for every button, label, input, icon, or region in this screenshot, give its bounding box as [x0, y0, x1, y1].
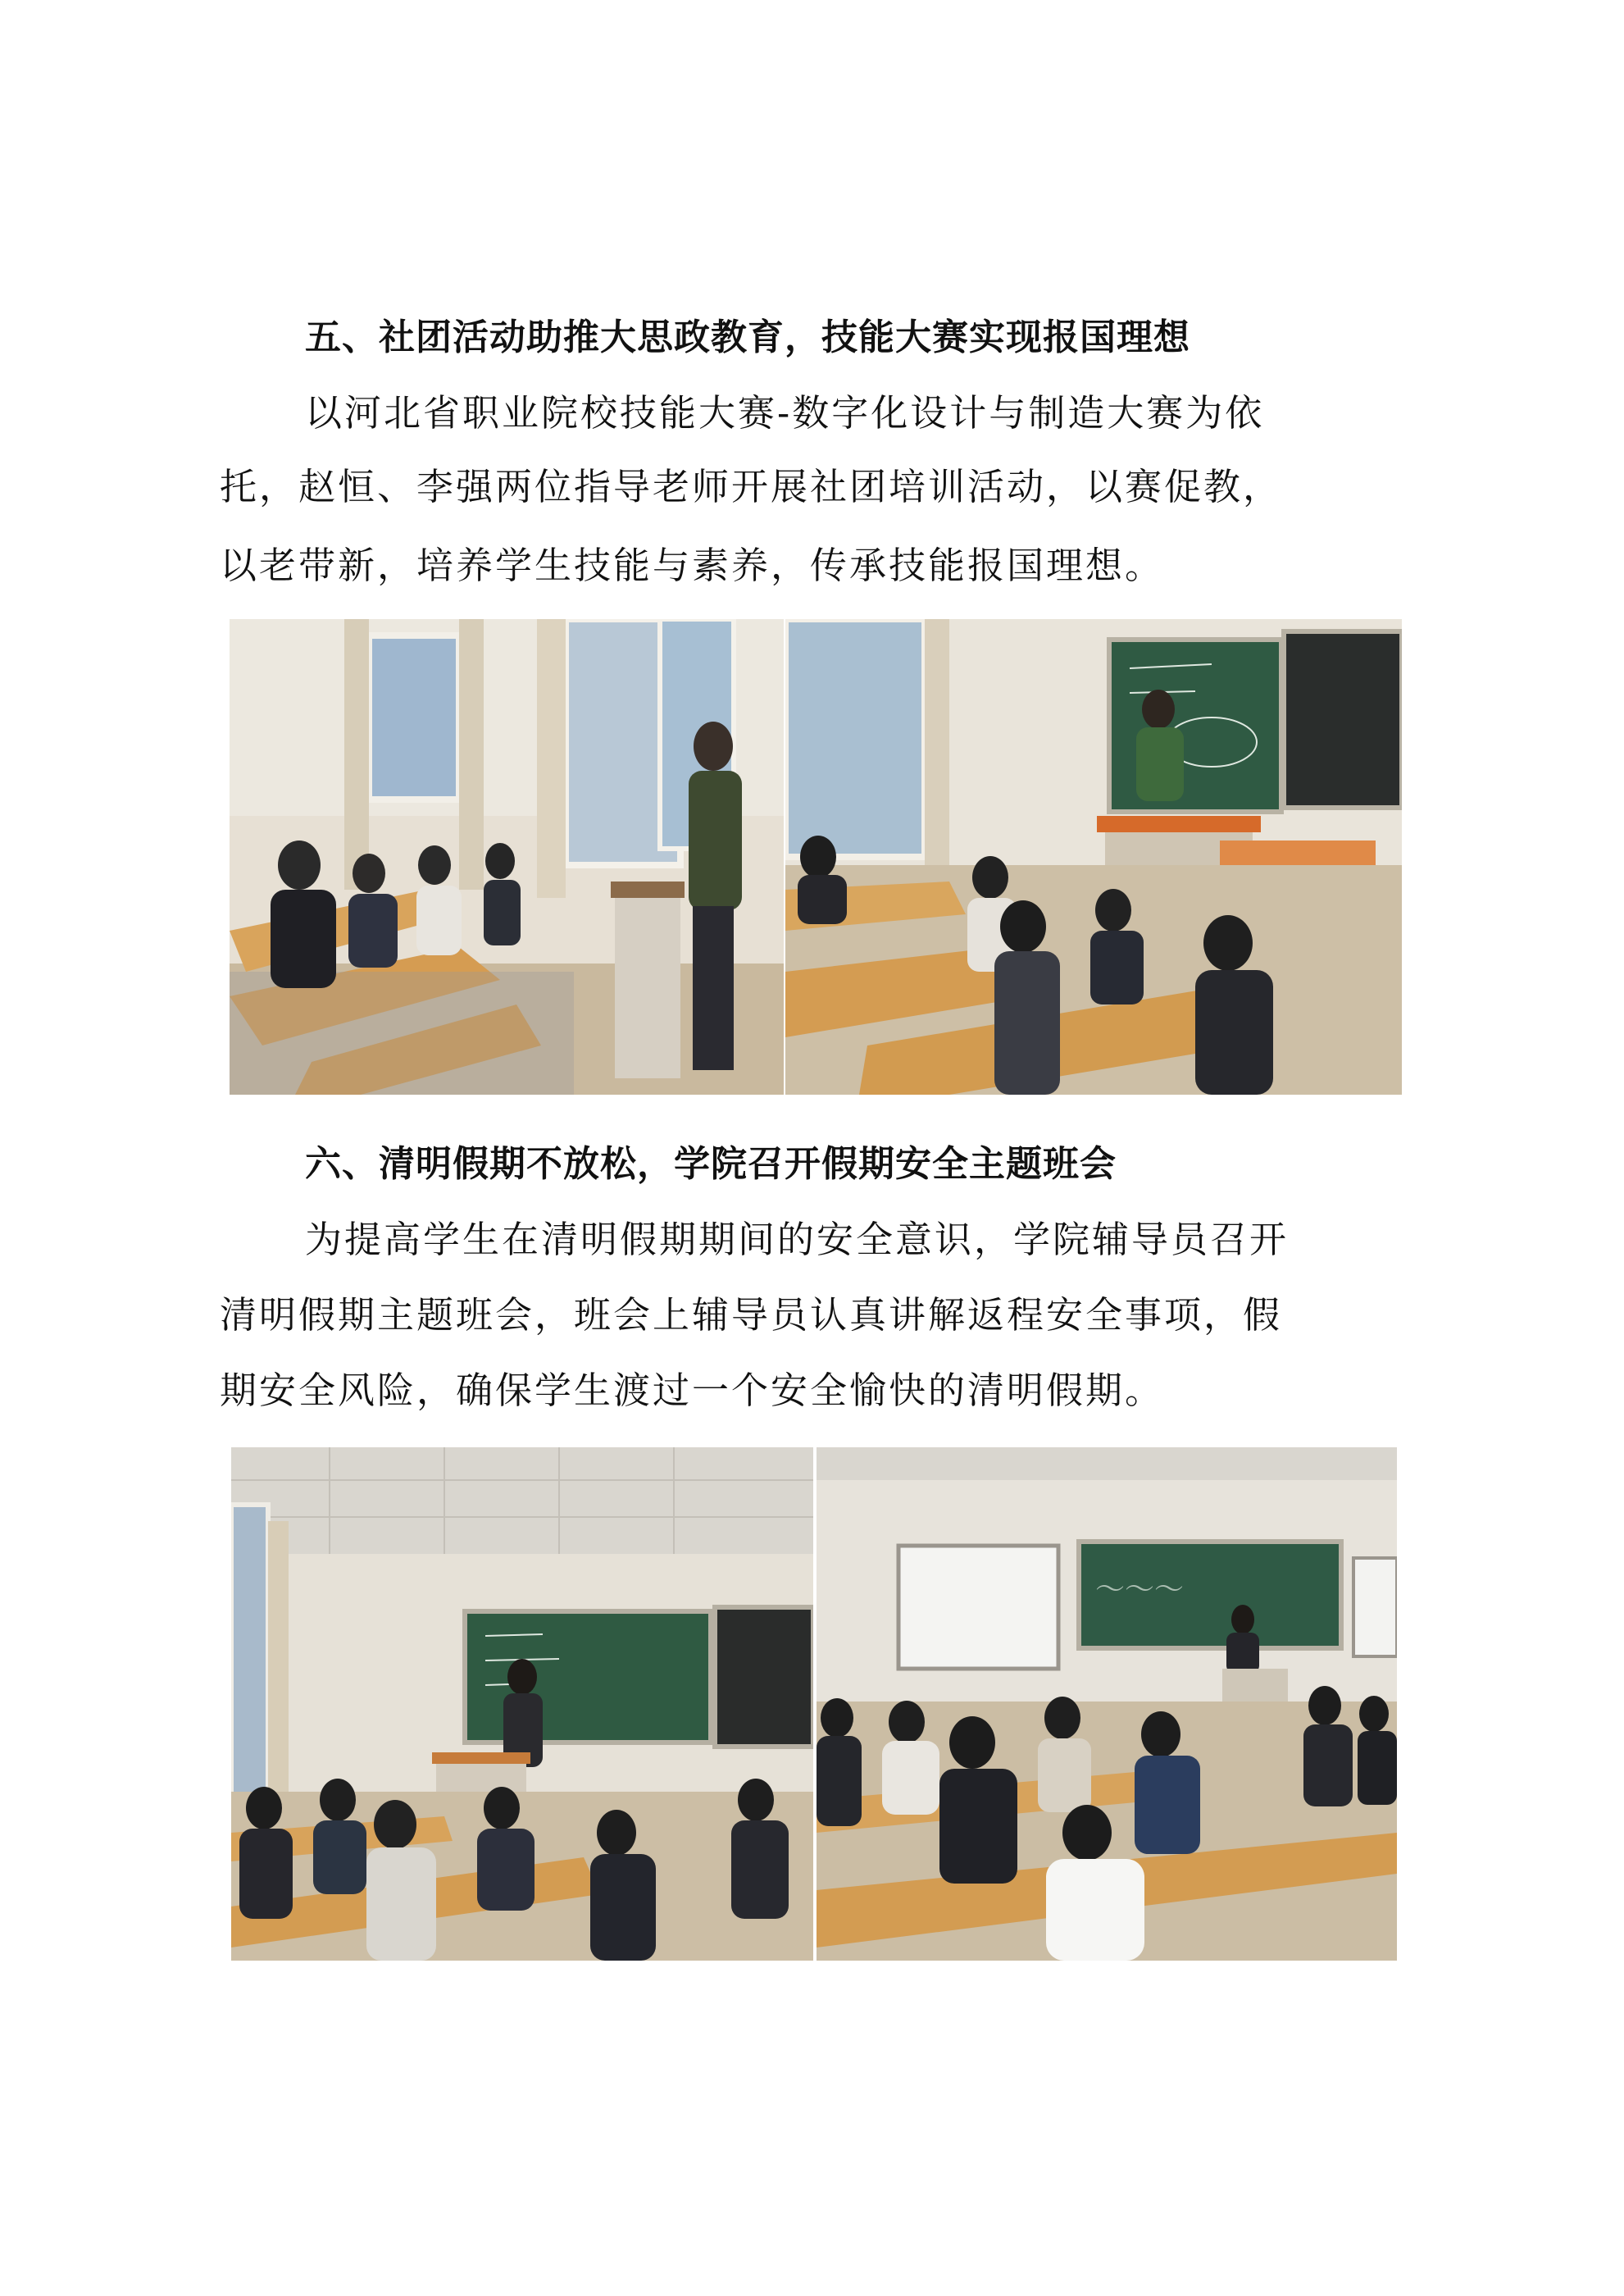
section6-paragraph-line-2: 清明假期主题班会，班会上辅导员认真讲解返程安全事项，假 [220, 1293, 1283, 1337]
section5-paragraph-line-2: 托，赵恒、李强两位指导老师开展社团培训活动，以赛促教， [220, 465, 1283, 508]
section5-paragraph-line-3: 以老带新，培养学生技能与素养，传承技能报国理想。 [220, 544, 1165, 587]
section6-heading: 六、清明假期不放松，学院召开假期安全主题班会 [305, 1143, 1117, 1185]
svg-text:〜〜〜: 〜〜〜 [1095, 1573, 1185, 1606]
section5-paragraph-line-1: 以河北省职业院校技能大赛-数字化设计与制造大赛为依 [305, 391, 1265, 435]
section5-photo-right [785, 619, 1402, 1095]
section6-paragraph-line-3: 期安全风险，确保学生渡过一个安全愉快的清明假期。 [220, 1369, 1165, 1412]
section5-photo-left [230, 619, 784, 1095]
section6-paragraph-line-1: 为提高学生在清明假期期间的安全意识，学院辅导员召开 [305, 1218, 1290, 1261]
section5-heading: 五、社团活动助推大思政教育，技能大赛实现报国理想 [305, 317, 1190, 358]
section6-photo-right [817, 1447, 1397, 1961]
section6-photo-left [231, 1447, 813, 1961]
